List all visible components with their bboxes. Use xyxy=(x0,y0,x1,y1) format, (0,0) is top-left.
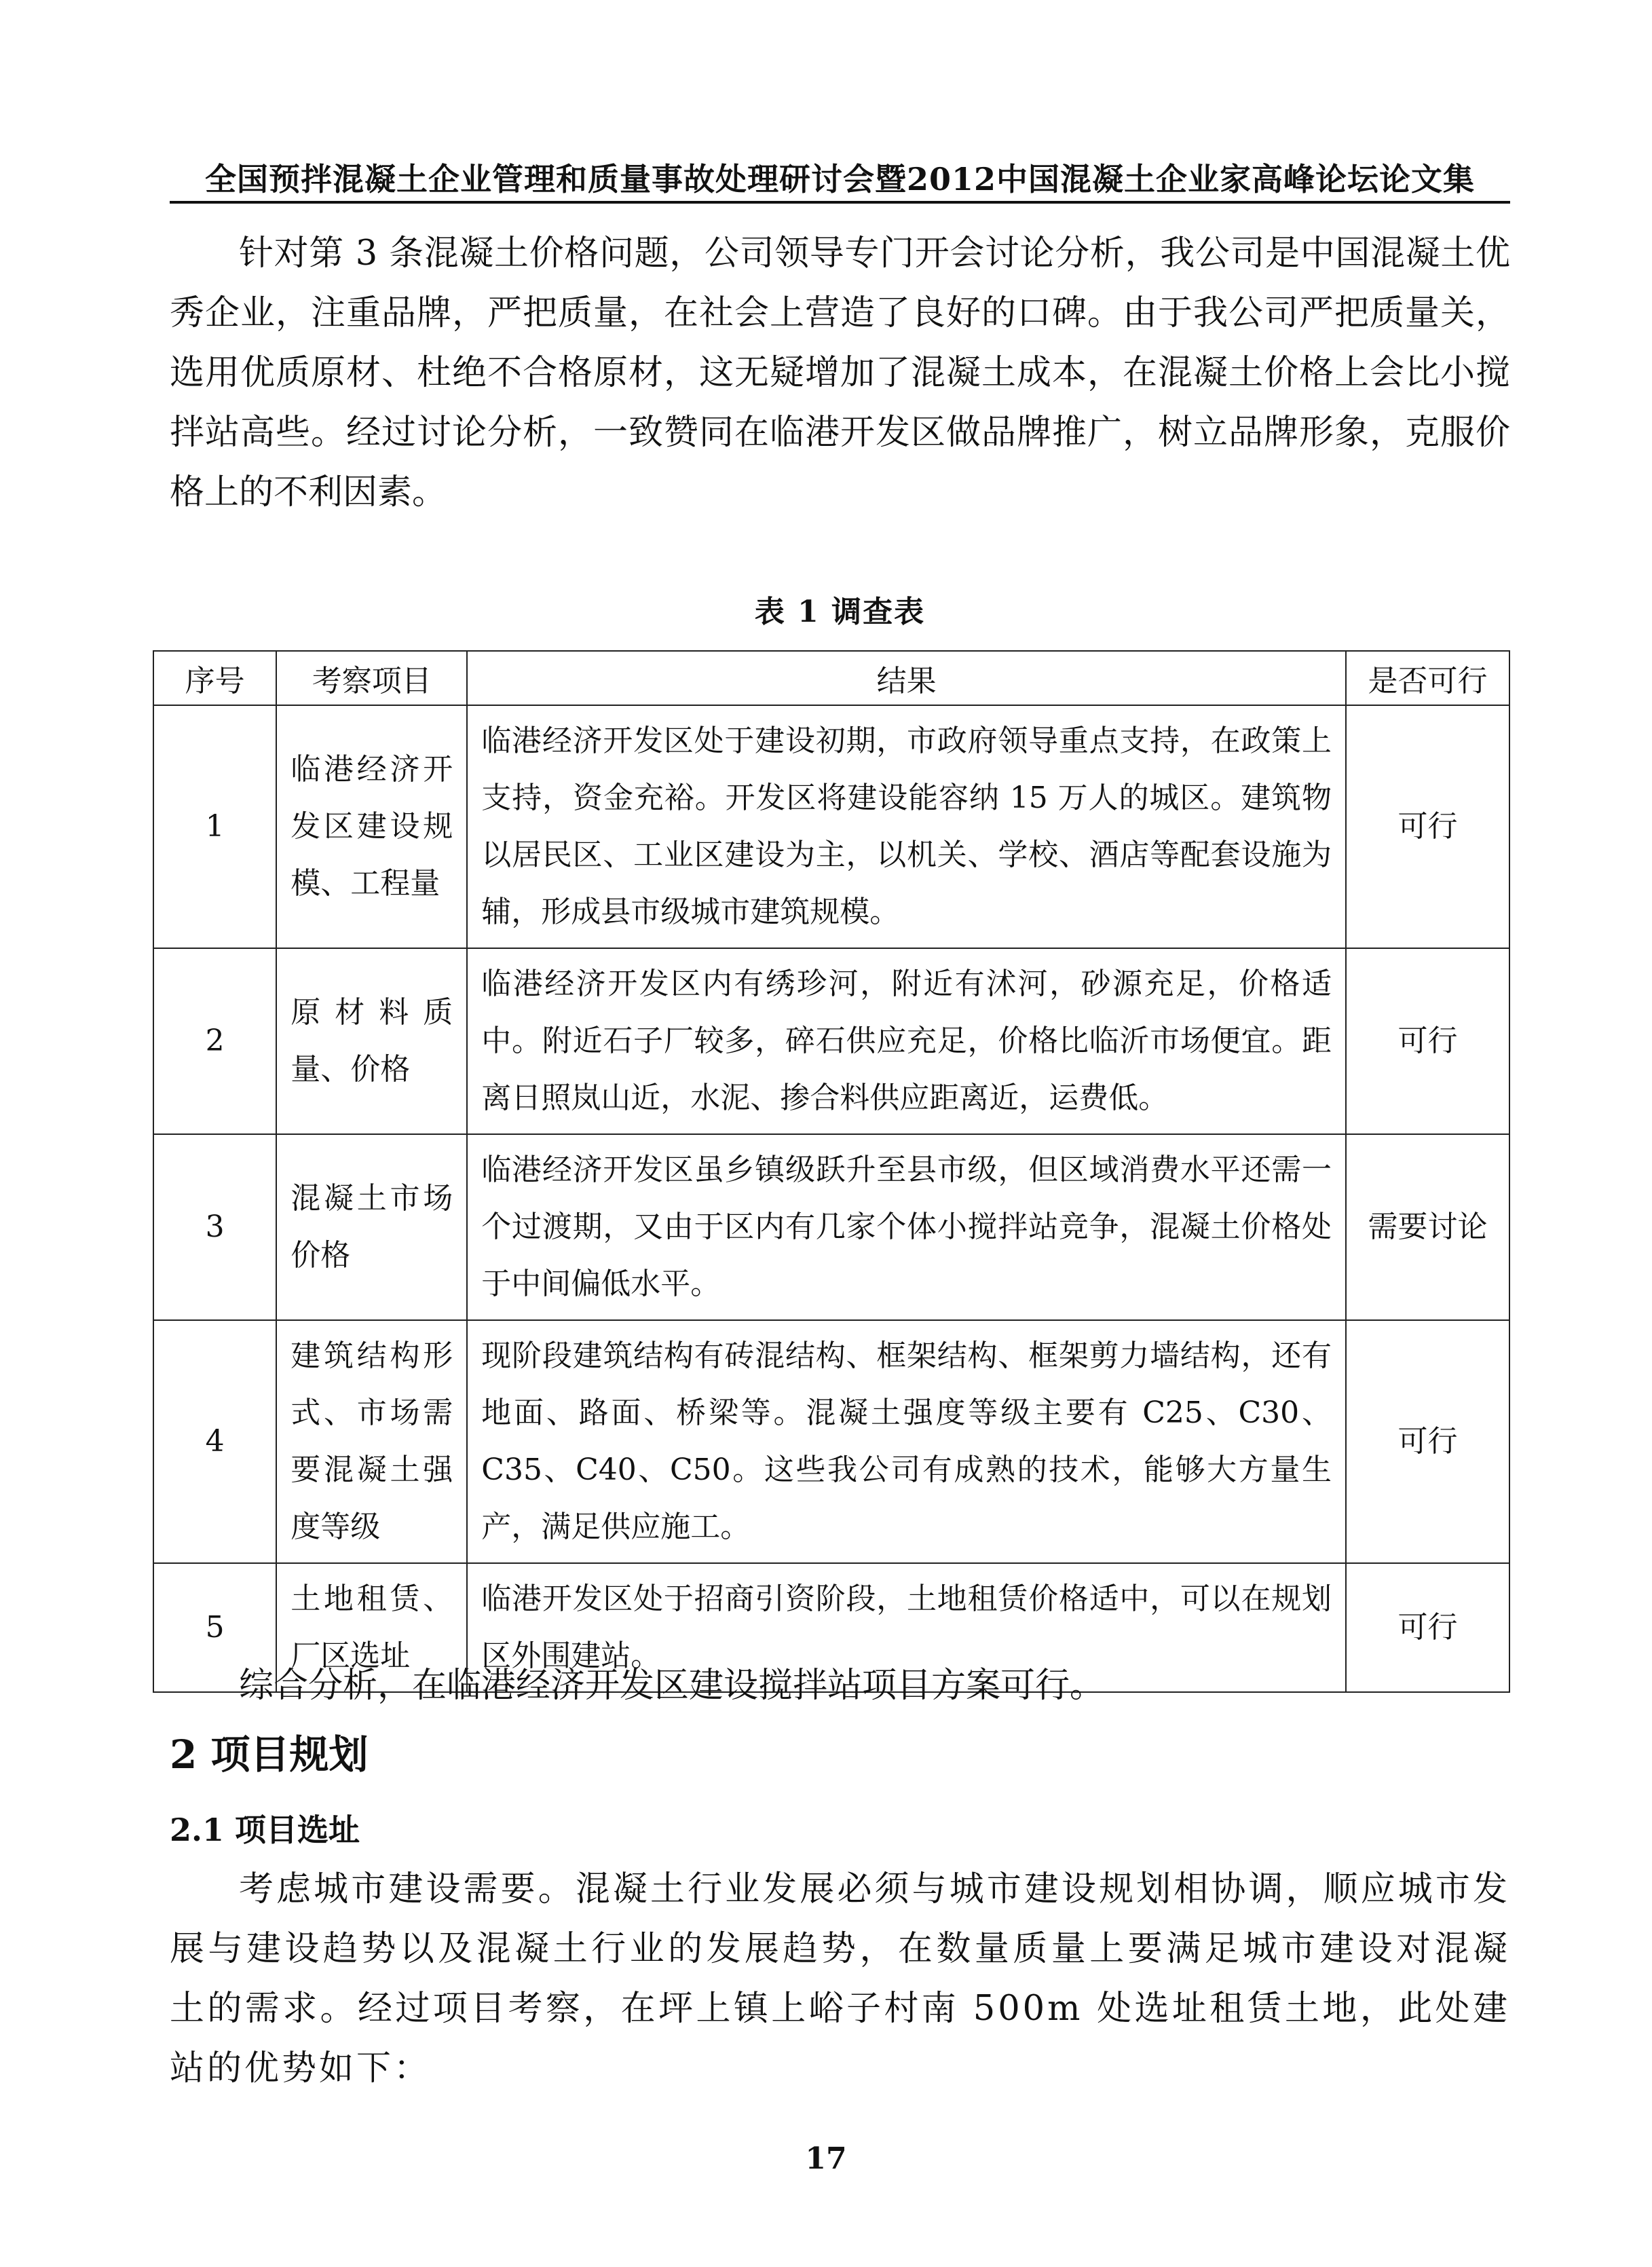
row-number: 1 xyxy=(153,705,276,948)
row-feasible: 可行 xyxy=(1346,1320,1509,1563)
paragraph-site-selection: 考虑城市建设需要。混凝土行业发展必须与城市建设规划相协调，顺应城市发展与建设趋势以及混凝土行业的发展趋势，在数量质量上要满足城市建设对混凝土的需求。经过项目考察，在坪上镇上峪子村南 500m 处选址租赁土地，此处建站的优势如下： xyxy=(170,1869,1510,2088)
table-row xyxy=(153,1320,1509,1563)
paragraph-conclusion: 综合分析，在临港经济开发区建设搅拌站项目方案可行。 xyxy=(239,1666,1105,1706)
row-number: 5 xyxy=(153,1563,276,1692)
subsection-heading: 2.1 项目选址 xyxy=(170,1812,360,1848)
row-number: 4 xyxy=(153,1320,276,1563)
row-feasible: 可行 xyxy=(1346,1563,1509,1692)
header-result: 结果 xyxy=(467,651,1346,705)
table-header-row xyxy=(153,651,1509,705)
table-row xyxy=(153,705,1509,948)
table-row xyxy=(153,948,1509,1134)
header-no: 序号 xyxy=(153,651,276,705)
running-header: 全国预拌混凝土企业管理和质量事故处理研讨会暨2012中国混凝土企业家高峰论坛论文集 xyxy=(204,161,1476,198)
table-row xyxy=(153,1134,1509,1320)
row-result: 现阶段建筑结构有砖混结构、框架结构、框架剪力墙结构，还有地面、路面、桥梁等。混凝土强度等级主要有 C25、C30、C35、C40、C50。这些我公司有成熟的技术，能够大方量生产，满足供应施工。 xyxy=(467,1320,1346,1563)
row-result: 临港经济开发区虽乡镇级跃升至县市级，但区域消费水平还需一个过渡期，又由于区内有几家个体小搅拌站竞争，混凝土价格处于中间偏低水平。 xyxy=(467,1134,1346,1320)
survey-table xyxy=(153,650,1510,1693)
row-item: 临港经济开发区建设规模、工程量 xyxy=(276,705,467,948)
paragraph-price-analysis: 针对第 3 条混凝土价格问题，公司领导专门开会讨论分析，我公司是中国混凝土优秀企业，注重品牌，严把质量，在社会上营造了良好的口碑。由于我公司严把质量关，选用优质原材、杜绝不合格原材，这无疑增加了混凝土成本，在混凝土价格上会比小搅拌站高些。经过讨论分析，一致赞同在临港开发区做品牌推广，树立品牌形象，克服价格上的不利因素。 xyxy=(170,233,1510,512)
row-result: 临港经济开发区处于建设初期，市政府领导重点支持，在政策上支持，资金充裕。开发区将建设能容纳 15 万人的城区。建筑物以居民区、工业区建设为主，以机关、学校、酒店等配套设施为辅，形成县市级城市建筑规模。 xyxy=(467,705,1346,948)
row-result: 临港经济开发区内有绣珍河，附近有沭河，砂源充足，价格适中。附近石子厂较多，碎石供应充足，价格比临沂市场便宜。距离日照岚山近，水泥、掺合料供应距离近，运费低。 xyxy=(467,948,1346,1134)
header-item: 考察项目 xyxy=(276,651,467,705)
row-number: 3 xyxy=(153,1134,276,1320)
row-feasible: 需要讨论 xyxy=(1346,1134,1509,1320)
section-heading: 2 项目规划 xyxy=(170,1731,369,1778)
page-number: 17 xyxy=(805,2141,847,2176)
row-number: 2 xyxy=(153,948,276,1134)
row-feasible: 可行 xyxy=(1346,705,1509,948)
row-feasible: 可行 xyxy=(1346,948,1509,1134)
header-feasible: 是否可行 xyxy=(1346,651,1509,705)
row-item: 建筑结构形式、市场需要混凝土强度等级 xyxy=(276,1320,467,1563)
header-rule xyxy=(170,201,1510,204)
row-result: 临港开发区处于招商引资阶段，土地租赁价格适中，可以在规划区外围建站。 xyxy=(467,1563,1346,1692)
table-caption: 表 1 调查表 xyxy=(754,595,926,629)
row-item: 土地租赁、厂区选址 xyxy=(276,1563,467,1692)
row-item: 混凝土市场价格 xyxy=(276,1134,467,1320)
row-item: 原材料质量、价格 xyxy=(276,948,467,1134)
